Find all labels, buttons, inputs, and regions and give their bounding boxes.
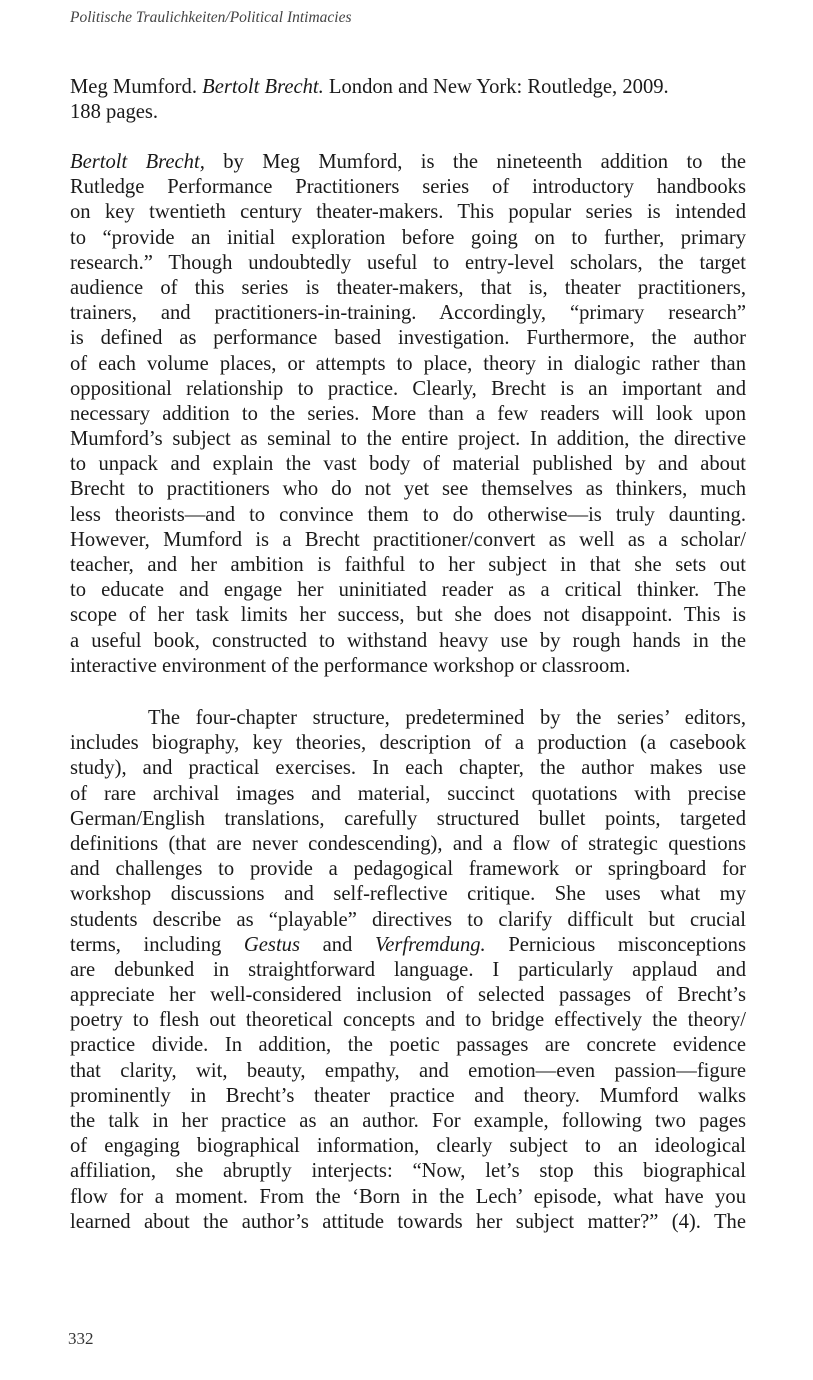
- text-segment: audience of this series is theater-makers, that is, theater practitioners,: [70, 276, 746, 299]
- text-line: [70, 782, 746, 807]
- text-line: [70, 983, 746, 1008]
- text-segment: to unpack and explain the vast body of material published by and about: [70, 453, 746, 476]
- text-segment: learned about the author’s attitude towards her subject matter?” (4). The: [70, 1210, 746, 1233]
- text-line: [70, 352, 746, 377]
- text-line: [70, 1185, 746, 1210]
- text-segment: flow for a moment. From the ‘Born in the Lech’ episode, what have you: [70, 1185, 746, 1208]
- text-line: [70, 1008, 746, 1033]
- text-line: [70, 857, 746, 882]
- text-segment: affiliation, she abruptly interjects: “Now, let’s stop this biographical: [70, 1160, 746, 1183]
- text-line: [70, 150, 746, 175]
- text-segment: prominently in Brecht’s theater practice and theory. Mumford walks: [70, 1084, 746, 1107]
- book-citation: [70, 75, 746, 125]
- text-segment: oppositional relationship to practice. Clearly, Brecht is an important and: [70, 377, 746, 400]
- text-segment: workshop discussions and self-reflective critique. She uses what my: [70, 883, 746, 906]
- text-segment: of engaging biographical information, clearly subject to an ideological: [70, 1135, 746, 1158]
- text-segment: Pernicious misconceptions: [485, 933, 746, 956]
- text-line: [70, 1210, 746, 1235]
- text-segment: study), and practical exercises. In each chapter, the author makes use: [70, 757, 746, 780]
- text-line: [70, 100, 746, 125]
- text-line: [70, 882, 746, 907]
- text-line: [70, 731, 746, 756]
- text-segment: includes biography, key theories, description of a production (a casebook: [70, 732, 746, 755]
- text-line: [70, 75, 746, 100]
- text-segment: Rutledge Performance Practitioners series of introductory handbooks: [70, 176, 746, 199]
- text-segment: 188 pages.: [70, 101, 159, 124]
- text-segment: Brecht to practitioners who do not yet see themselves as thinkers, much: [70, 478, 746, 501]
- text-line: [70, 226, 746, 251]
- text-segment: scope of her task limits her success, but she does not disappoint. This is: [70, 604, 746, 627]
- text-line: [70, 301, 746, 326]
- text-segment: necessary addition to the series. More than a few readers will look upon: [70, 402, 746, 425]
- text-segment: and: [299, 933, 375, 956]
- text-segment: The four-chapter structure, predetermined by the series’ editors,: [148, 707, 746, 729]
- text-line: [70, 427, 746, 452]
- text-line: [70, 452, 746, 477]
- italic-text: Bertolt Brecht,: [70, 151, 205, 173]
- text-segment: trainers, and practitioners-in-training. Accordingly, “primary research”: [70, 302, 746, 325]
- text-segment: of rare archival images and material, succinct quotations with precise: [70, 782, 746, 805]
- text-line: [70, 756, 746, 781]
- text-segment: teacher, and her ambition is faithful to her subject in that she sets out: [70, 554, 746, 576]
- text-segment: German/English translations, carefully structured bullet points, targeted: [70, 807, 746, 830]
- italic-text: Verfremdung.: [374, 933, 486, 956]
- text-line: [70, 503, 746, 528]
- text-segment: practice divide. In addition, the poetic passages are concrete evidence: [70, 1034, 746, 1057]
- text-segment: and challenges to provide a pedagogical framework or springboard for: [70, 858, 746, 881]
- text-line: [70, 1059, 746, 1084]
- text-line: [70, 1084, 746, 1109]
- text-segment: appreciate her well-considered inclusion of selected passages of Brecht’s: [70, 984, 746, 1007]
- text-segment: is defined as performance based investigation. Furthermore, the author: [70, 327, 746, 350]
- review-paragraph-2: [70, 706, 746, 1235]
- text-line: [70, 654, 746, 679]
- text-segment: Meg Mumford.: [70, 76, 203, 98]
- text-segment: the talk in her practice as an author. For example, following two pages: [70, 1110, 746, 1132]
- italic-text: Gestus: [243, 933, 300, 956]
- text-segment: poetry to flesh out theoretical concepts and to bridge effectively the theory/: [70, 1009, 746, 1032]
- text-segment: a useful book, constructed to withstand heavy use by rough hands in the: [70, 629, 746, 652]
- text-line: [70, 377, 746, 402]
- text-segment: students describe as “playable” directives to clarify difficult but crucial: [70, 908, 746, 931]
- text-line: [70, 706, 746, 731]
- text-line: [70, 933, 746, 958]
- text-segment: by Meg Mumford, is the nineteenth addition to the: [204, 151, 746, 173]
- text-line: [70, 528, 746, 553]
- text-segment: terms, including: [70, 933, 244, 956]
- text-line: [70, 402, 746, 427]
- text-line: [70, 477, 746, 502]
- text-segment: that clarity, wit, beauty, empathy, and emotion—even passion—figure: [70, 1059, 746, 1082]
- text-line: [70, 553, 746, 578]
- page-number: 332: [68, 1329, 94, 1348]
- text-line: [70, 807, 746, 832]
- text-line: [70, 603, 746, 628]
- text-segment: interactive environment of the performance workshop or classroom.: [70, 654, 631, 677]
- text-line: [70, 175, 746, 200]
- text-line: [70, 908, 746, 933]
- text-line: [70, 200, 746, 225]
- text-line: [70, 276, 746, 301]
- text-segment: to “provide an initial exploration before going on to further, primary: [70, 226, 746, 249]
- text-line: [70, 958, 746, 983]
- text-segment: on key twentieth century theater-makers. This popular series is intended: [70, 201, 746, 224]
- text-line: [70, 326, 746, 351]
- text-line: [70, 1033, 746, 1058]
- text-line: [70, 251, 746, 276]
- text-segment: research.” Though undoubtedly useful to entry-level scholars, the target: [70, 251, 746, 274]
- italic-text: Bertolt Brecht.: [202, 76, 324, 98]
- text-segment: definitions (that are never condescending), and a flow of strategic questions: [70, 832, 746, 855]
- running-header: Politische Traulichkeiten/Political Intimacies: [70, 9, 352, 26]
- review-paragraph-1: [70, 150, 746, 679]
- text-segment: of each volume places, or attempts to place, theory in dialogic rather than: [70, 352, 746, 375]
- text-line: [70, 1159, 746, 1184]
- text-segment: less theorists—and to convince them to do otherwise—is truly daunting.: [70, 503, 746, 526]
- text-segment: Mumford’s subject as seminal to the entire project. In addition, the directive: [70, 428, 746, 451]
- text-segment: However, Mumford is a Brecht practitioner/convert as well as a scholar/: [70, 528, 746, 551]
- text-line: [70, 578, 746, 603]
- text-segment: London and New York: Routledge, 2009.: [323, 76, 669, 98]
- text-line: [70, 1109, 746, 1134]
- text-line: [70, 1134, 746, 1159]
- text-line: [70, 629, 746, 654]
- text-segment: to educate and engage her uninitiated reader as a critical thinker. The: [70, 579, 746, 602]
- text-line: [70, 832, 746, 857]
- text-segment: are debunked in straightforward language. I particularly applaud and: [70, 958, 746, 981]
